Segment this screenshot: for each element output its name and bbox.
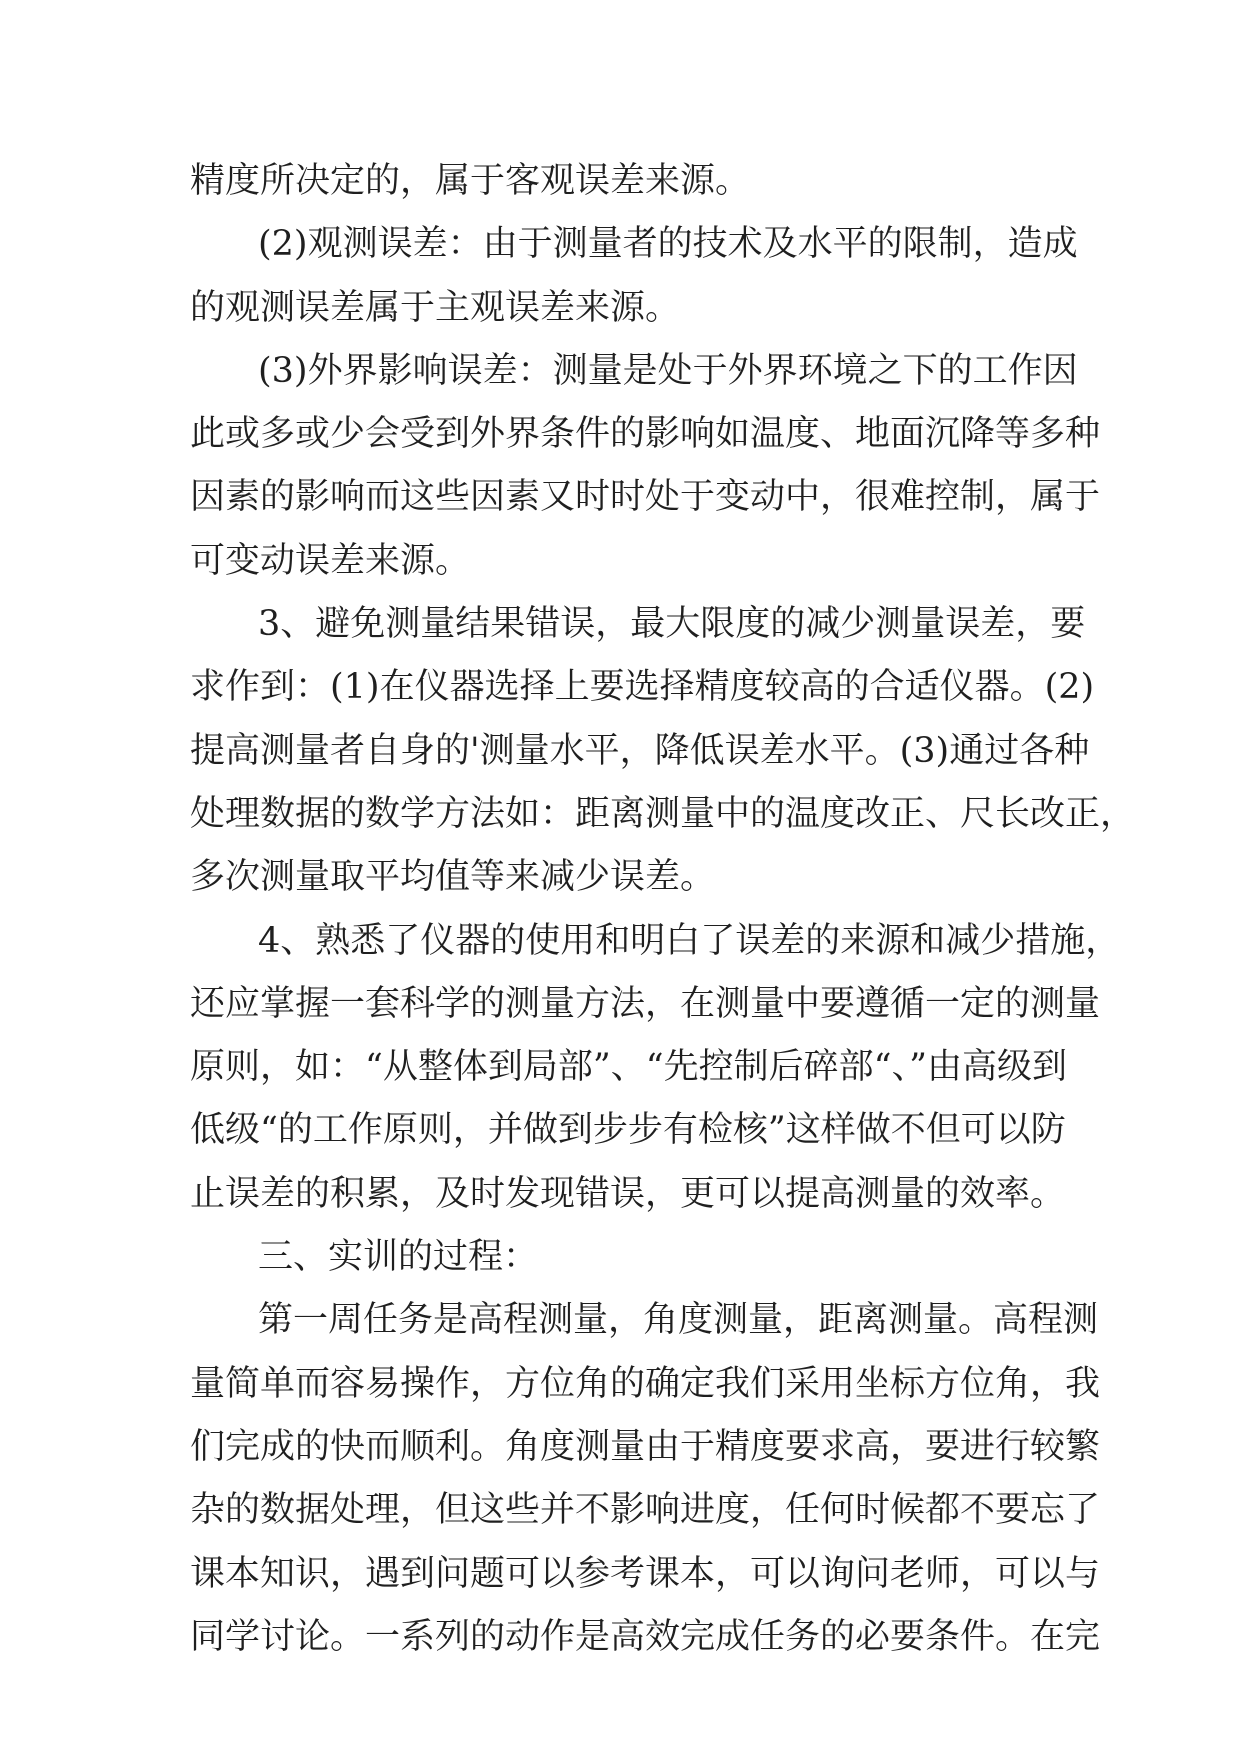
text-line: 求作到：(1)在仪器选择上要选择精度较高的合适仪器。(2) — [190, 667, 1095, 708]
text-line: 提高测量者自身的'测量水平，降低误差水平。(3)通过各种 — [190, 730, 1090, 771]
text-line: 第一周任务是高程测量，角度测量，距离测量。高程测 — [258, 1300, 1099, 1341]
text-line: (3)外界影响误差：测量是处于外界环境之下的工作因 — [258, 350, 1078, 391]
text-line: 4、熟悉了仪器的使用和明白了误差的来源和减少措施， — [258, 920, 1121, 961]
text-line: 原则，如：“从整体到局部”、“先控制后碎部“、”由高级到 — [190, 1047, 1067, 1088]
text-line: 可变动误差来源。 — [190, 540, 471, 581]
text-line: 低级“的工作原则，并做到步步有检核”这样做不但可以防 — [190, 1110, 1066, 1151]
text-line: 杂的数据处理，但这些并不影响进度，任何时候都不要忘了 — [190, 1490, 1101, 1531]
text-line: 三、实训的过程： — [258, 1237, 539, 1278]
text-line: 因素的影响而这些因素又时时处于变动中，很难控制，属于 — [190, 477, 1101, 518]
text-line: 精度所决定的，属于客观误差来源。 — [190, 161, 751, 201]
text-line: 此或多或少会受到外界条件的影响如温度、地面沉降等多种 — [190, 414, 1101, 455]
text-line: 同学讨论。一系列的动作是高效完成任务的必要条件。在完 — [190, 1616, 1101, 1657]
text-line: 量简单而容易操作，方位角的确定我们采用坐标方位角，我 — [190, 1363, 1101, 1404]
text-line: 处理数据的数学方法如：距离测量中的温度改正、尺长改正， — [190, 793, 1136, 834]
text-line: 的观测误差属于主观误差来源。 — [190, 287, 681, 328]
text-line: 们完成的快而顺利。角度测量由于精度要求高，要进行较繁 — [190, 1426, 1101, 1467]
text-line: 止误差的积累，及时发现错误，更可以提高测量的效率。 — [190, 1173, 1066, 1214]
text-line: 多次测量取平均值等来减少误差。 — [190, 857, 716, 898]
text-line: 课本知识，遇到问题可以参考课本，可以询问老师，可以与 — [190, 1553, 1101, 1594]
text-line: 还应掌握一套科学的测量方法，在测量中要遵循一定的测量 — [190, 983, 1101, 1024]
text-line: (2)观测误差：由于测量者的技术及水平的限制，造成 — [258, 224, 1078, 265]
text-line: 3、避免测量结果错误，最大限度的减少测量误差，要 — [258, 604, 1086, 645]
body-text — [190, 150, 1136, 1669]
